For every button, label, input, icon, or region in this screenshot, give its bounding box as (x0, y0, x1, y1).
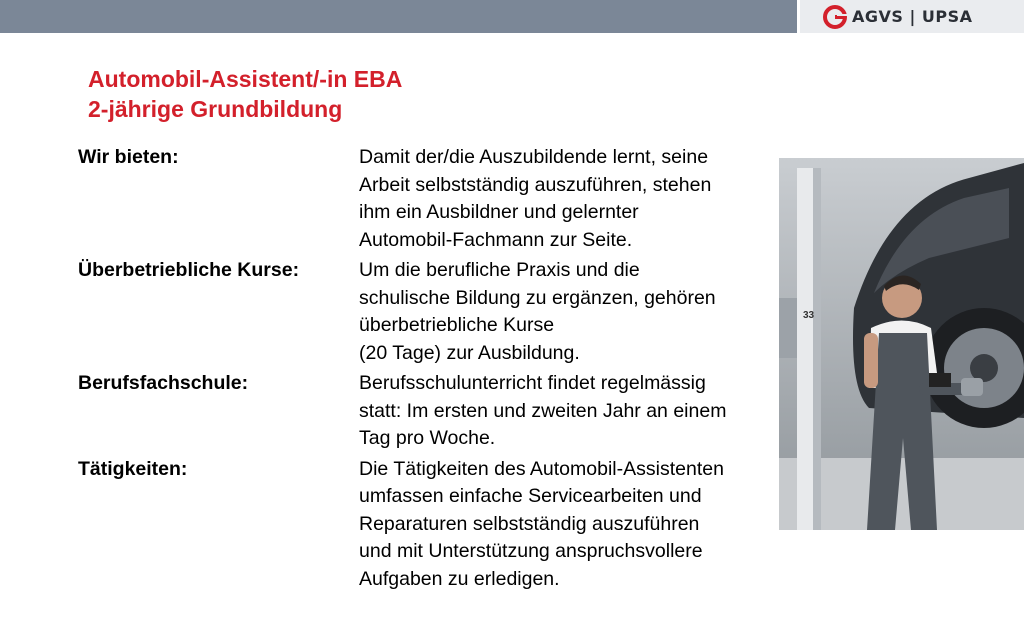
info-row-kurse (78, 257, 788, 367)
info-text: Die Tätigkeiten des Automobil-Assistenten umfassen einfache Servicearbeiten und Reparaturen selbstständig auszuführen und mit Unterstützung anspruchsvollere Aufgaben zu erledigen. (359, 457, 724, 590)
info-row-berufsfachschule (78, 370, 788, 453)
info-label: Wir bieten: (78, 146, 179, 168)
info-label: Überbetriebliche Kurse: (78, 259, 300, 281)
info-label: Tätigkeiten: (78, 457, 188, 480)
mechanic-photo (779, 158, 1024, 530)
mechanic-illustration (779, 158, 1024, 530)
info-text: Damit der/die Auszubildende lernt, seine Arbeit selbstständig auszuführen, stehen ihm ein Ausbildner und gelernter Automobil-Fachmann zur Seite. (359, 146, 712, 251)
info-text: Berufsschulunterricht findet regelmässig statt: Im ersten und zweiten Jahr an einem Tag pro Woche. (359, 372, 727, 449)
info-row-wir-bieten (78, 144, 788, 254)
title-line-2: 2-jährige Grundbildung (88, 96, 343, 122)
page-title (88, 64, 402, 124)
logo-text: AGVS | UPSA (852, 7, 973, 26)
info-row-taetigkeiten (78, 456, 788, 594)
lift-marking: 33 (803, 310, 815, 321)
agvs-logo-icon (823, 5, 847, 29)
info-label: Berufsfachschule: (78, 372, 249, 394)
info-table (78, 144, 788, 593)
info-text: Um die berufliche Praxis und die schulische Bildung zu ergänzen, gehören überbetriebliche Kurse (20 Tage) zur Ausbildung. (359, 259, 716, 364)
header-bar (0, 0, 797, 33)
title-line-1: Automobil-Assistent/-in EBA (88, 66, 403, 92)
